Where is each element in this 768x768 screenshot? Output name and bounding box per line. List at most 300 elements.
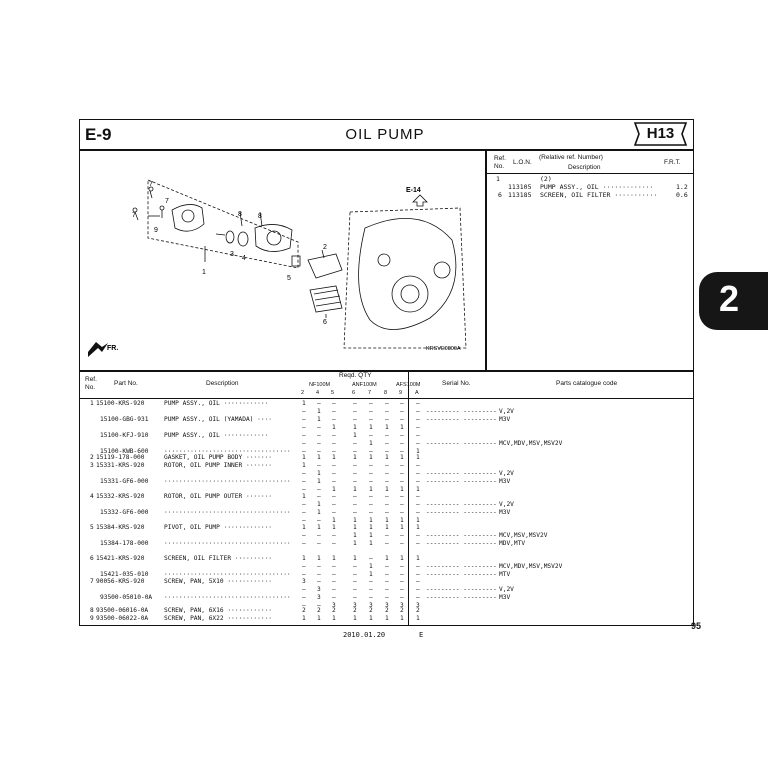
part-number: 15119-178-000 [96, 454, 145, 461]
qty-cell: – [302, 571, 306, 578]
qty-cell: – [416, 586, 420, 593]
qty-cell: 1 [385, 517, 389, 524]
qty-cell: – [400, 578, 404, 585]
qty-cell: – [385, 594, 389, 601]
qty-cell: 1 [353, 517, 357, 524]
qty-cell: – [385, 540, 389, 547]
part-number: 15421-035-010 [100, 571, 149, 578]
label-7a: 7 [149, 181, 153, 188]
qty-cell: 1 [353, 486, 357, 493]
qty-cell: 2 [385, 607, 389, 614]
qty-cell: 3 [400, 602, 404, 609]
front-arrow-icon [88, 342, 108, 357]
qty-cell: – [332, 432, 336, 439]
qty-cell: – [332, 400, 336, 407]
qty-cell: 2 [369, 607, 373, 614]
qty-cell: – [302, 501, 306, 508]
catalogue-code: M3V [499, 594, 511, 601]
qty-cell: 1 [353, 532, 357, 539]
qty-cell: 1 [369, 454, 373, 461]
qty-cell: 1 [302, 615, 306, 622]
qty-cell: 1 [369, 563, 373, 570]
qty-cell: – [353, 400, 357, 407]
qty-cell: – [332, 470, 336, 477]
qty-cell: – [385, 509, 389, 516]
qty-cell: – [332, 532, 336, 539]
qty-cell: 1 [369, 532, 373, 539]
exploded-diagram [80, 150, 485, 370]
qty-cell: 1 [332, 615, 336, 622]
qty-cell: – [416, 493, 420, 500]
parts-ref-header: Ref. No. [85, 376, 97, 391]
catalogue-code: M3V [499, 478, 511, 485]
qty-cell: – [385, 571, 389, 578]
part-number: 15331-GF6-000 [100, 478, 149, 485]
frt-header: F.R.T. [664, 159, 681, 166]
part-number: 15100-KFJ-910 [100, 432, 149, 439]
diagram-divider [79, 370, 694, 372]
qty-cell: 1 [416, 615, 420, 622]
qty-cell: – [385, 532, 389, 539]
qty-cell: – [416, 501, 420, 508]
qty-cell: 1 [317, 416, 321, 423]
ref-number: 5 [90, 524, 94, 531]
qty-cell: – [317, 602, 321, 609]
label-1: 1 [202, 269, 206, 276]
serial-range: --------- --------- [426, 470, 497, 477]
qty-cell: – [353, 470, 357, 477]
part-number: 93500-05010-0A [100, 594, 153, 601]
part-number: 93500-06016-0A [96, 607, 149, 614]
qty-cell: – [302, 448, 306, 455]
qty-cell: 1 [369, 615, 373, 622]
qty-cell: 1 [400, 524, 404, 531]
part-description: ·································· [164, 509, 291, 516]
qty-cell: 1 [369, 571, 373, 578]
qty-cell: 3 [317, 586, 321, 593]
ref-no-header: Ref. No. [494, 155, 506, 170]
qty-cell: 1 [332, 524, 336, 531]
label-9: 9 [154, 227, 158, 234]
qty-cell: – [385, 501, 389, 508]
ref-number: 2 [90, 454, 94, 461]
qty-cell: – [400, 586, 404, 593]
callout-arrow-icon [413, 195, 427, 206]
qty-cell: – [353, 448, 357, 455]
label-5: 5 [287, 275, 291, 282]
qty-cell: 3 [332, 602, 336, 609]
qty-cell: – [400, 563, 404, 570]
qty-cell: – [416, 478, 420, 485]
qty-cell: – [385, 448, 389, 455]
qty-cell: 1 [317, 555, 321, 562]
model-col-A: A [415, 390, 419, 396]
qty-cell: 1 [332, 517, 336, 524]
qty-cell: – [416, 594, 420, 601]
part-number: 90056-KRS-920 [96, 578, 145, 585]
qty-cell: – [416, 462, 420, 469]
qty-cell: – [353, 571, 357, 578]
qty-cell: – [400, 532, 404, 539]
qty-cell: – [416, 540, 420, 547]
qty-cell: 1 [302, 524, 306, 531]
qty-cell: – [317, 462, 321, 469]
qty-cell: – [385, 432, 389, 439]
group-badge [634, 122, 687, 146]
qty-cell: 1 [332, 424, 336, 431]
qty-cell: – [353, 462, 357, 469]
model-col-9: 9 [399, 390, 403, 396]
qty-cell: – [332, 493, 336, 500]
qty-cell: – [400, 509, 404, 516]
section-tab[interactable] [699, 272, 768, 330]
qty-cell: – [369, 586, 373, 593]
qty-cell: – [353, 563, 357, 570]
qty-cell: 1 [416, 517, 420, 524]
qty-cell: – [332, 586, 336, 593]
part-description: ·································· [164, 478, 291, 485]
serial-range: --------- --------- [426, 408, 497, 415]
qty-cell: 1 [317, 478, 321, 485]
part-number: 15100-KWB-600 [100, 448, 149, 455]
qty-cell: – [302, 532, 306, 539]
qty-cell: 1 [353, 555, 357, 562]
qty-cell: – [317, 400, 321, 407]
page-title: OIL PUMP [345, 126, 425, 143]
qty-cell: – [317, 432, 321, 439]
part-description: SCREEN, OIL FILTER ·········· [164, 555, 273, 562]
ref-number: 9 [90, 615, 94, 622]
label-6: 6 [323, 319, 327, 326]
qty-cell: 1 [385, 424, 389, 431]
qty-cell: 2 [353, 607, 357, 614]
qty-cell: 1 [332, 486, 336, 493]
qty-cell: – [369, 448, 373, 455]
qty-cell: 1 [385, 615, 389, 622]
part-number: 15332-KRS-920 [96, 493, 145, 500]
qty-cell: – [416, 416, 420, 423]
callout-label: E-14 [406, 187, 421, 194]
qty-cell: 1 [369, 424, 373, 431]
part-number: 15332-GF6-000 [100, 509, 149, 516]
qty-cell: – [385, 400, 389, 407]
part-number: 93500-06022-0A [96, 615, 149, 622]
model-col-2: 2 [301, 390, 305, 396]
qty-cell: 1 [400, 486, 404, 493]
qty-cell: – [400, 462, 404, 469]
qty-cell: – [400, 478, 404, 485]
model-col-7: 7 [368, 390, 372, 396]
qty-cell: – [385, 563, 389, 570]
qty-cell: 3 [369, 602, 373, 609]
qty-cell: 1 [416, 524, 420, 531]
part-number: 15331-KRS-920 [96, 462, 145, 469]
qty-cell: – [302, 563, 306, 570]
cover-boss [182, 210, 194, 222]
qty-cell: – [332, 563, 336, 570]
qty-cell: – [353, 478, 357, 485]
qty-cell: 2 [317, 607, 321, 614]
ref-row: 6 113185 SCREEN, OIL FILTER ··········· 0.6 [498, 191, 688, 199]
qty-cell: – [353, 586, 357, 593]
qty-cell: – [317, 486, 321, 493]
ref-number: 6 [90, 555, 94, 562]
qty-cell: – [317, 448, 321, 455]
qty-cell: – [385, 578, 389, 585]
qty-cell: – [369, 470, 373, 477]
crankcase [359, 218, 456, 329]
catalogue-code: MCV,MDV,MSV,MSV2V [499, 563, 563, 570]
qty-cell: – [369, 493, 373, 500]
qty-cell: – [400, 432, 404, 439]
catalogue-code: MCV,MDV,MSV,MSV2V [499, 440, 563, 447]
label-7c: 7 [132, 212, 136, 219]
qty-cell: – [332, 416, 336, 423]
qty-cell: 1 [302, 555, 306, 562]
catalogue-code: MDV,MTV [499, 540, 526, 547]
qty-cell: – [416, 509, 420, 516]
qty-cell: 1 [400, 615, 404, 622]
qty-cell: – [369, 416, 373, 423]
parts-description-header: Description [206, 380, 239, 387]
ref-header-divider [486, 173, 693, 174]
qty-cell: 1 [353, 424, 357, 431]
qty-cell: 3 [302, 578, 306, 585]
qty-cell: 1 [385, 524, 389, 531]
part-number: 15384-178-000 [100, 540, 149, 547]
qty-cell: 1 [400, 424, 404, 431]
part-description: PUMP ASSY., OIL (YAMADA) ···· [164, 416, 273, 423]
footer-date: 2010.01.20 [343, 631, 386, 639]
qty-cell: – [302, 517, 306, 524]
parts-header-divider [79, 398, 694, 399]
qty-cell: 3 [353, 602, 357, 609]
qty-cell: – [353, 578, 357, 585]
part-description: ·································· [164, 594, 291, 601]
qty-cell: 3 [385, 602, 389, 609]
part-description: GASKET, OIL PUMP BODY ······· [164, 454, 273, 461]
qty-cell: – [369, 462, 373, 469]
qty-cell: 1 [385, 555, 389, 562]
qty-cell: – [302, 540, 306, 547]
qty-cell: – [302, 416, 306, 423]
qty-cell: – [353, 408, 357, 415]
qty-cell: – [332, 540, 336, 547]
label-2: 2 [323, 244, 327, 251]
qty-cell: – [317, 493, 321, 500]
qty-cell: – [400, 400, 404, 407]
part-description: ·································· [164, 540, 291, 547]
qty-cell: – [317, 440, 321, 447]
label-8b: 8 [258, 213, 262, 220]
qty-cell: 1 [317, 509, 321, 516]
qty-cell: 2 [332, 607, 336, 614]
qty-cell: 1 [332, 555, 336, 562]
part-number: 15100-KRS-920 [96, 400, 145, 407]
qty-cell: 1 [400, 555, 404, 562]
section-code: E-9 [85, 125, 112, 144]
qty-cell: – [302, 602, 306, 609]
qty-cell: 1 [416, 486, 420, 493]
qty-cell: – [302, 586, 306, 593]
qty-cell: 1 [400, 454, 404, 461]
screw-7a [150, 191, 152, 198]
qty-cell: – [302, 424, 306, 431]
qty-cell: – [302, 432, 306, 439]
qty-cell: – [332, 571, 336, 578]
qty-cell: 1 [369, 440, 373, 447]
model-nf100m: NF100M [309, 382, 331, 388]
serial-range: --------- --------- [426, 594, 497, 601]
qty-cell: – [353, 501, 357, 508]
qty-cell: – [400, 408, 404, 415]
ref-number: 8 [90, 607, 94, 614]
group-code: H13 [646, 125, 675, 142]
part-number: 15100-GBG-931 [100, 416, 149, 423]
qty-cell: – [317, 578, 321, 585]
qty-cell: – [416, 400, 420, 407]
table-row [82, 615, 682, 624]
qty-cell: – [317, 532, 321, 539]
part-description: SCREW, PAN, 5X10 ············ [164, 578, 273, 585]
qty-cell: – [385, 493, 389, 500]
qty-cell: – [369, 432, 373, 439]
qty-cell: – [385, 470, 389, 477]
serial-range: --------- --------- [426, 571, 497, 578]
catalogue-code: MTV [499, 571, 511, 578]
qty-cell: 1 [353, 524, 357, 531]
qty-cell: 1 [369, 517, 373, 524]
part-description: ·································· [164, 448, 291, 455]
qty-cell: – [369, 408, 373, 415]
label-3: 3 [230, 251, 234, 258]
qty-cell: – [332, 440, 336, 447]
qty-cell: 1 [302, 400, 306, 407]
qty-cell: – [416, 424, 420, 431]
qty-cell: – [369, 578, 373, 585]
qty-cell: – [385, 478, 389, 485]
qty-cell: 1 [416, 454, 420, 461]
qty-cell: 1 [369, 540, 373, 547]
reqd-qty-header: Reqd. QTY [339, 372, 372, 379]
qty-cell: 1 [353, 454, 357, 461]
qty-cell: – [353, 594, 357, 601]
serial-no-header: Serial No. [442, 380, 471, 387]
qty-cell: – [369, 400, 373, 407]
qty-cell: – [302, 594, 306, 601]
qty-cell: 1 [317, 470, 321, 477]
catalogue-code: M3V [499, 416, 511, 423]
qty-cell: – [332, 501, 336, 508]
qty-cell: – [302, 470, 306, 477]
qty-cell: – [385, 462, 389, 469]
qty-cell: – [332, 578, 336, 585]
qty-cell: – [302, 478, 306, 485]
model-col-6: 6 [352, 390, 356, 396]
assy-bracket [148, 180, 298, 268]
lon-header: L.O.N. [513, 159, 532, 166]
qty-cell: – [332, 509, 336, 516]
qty-cell: 1 [416, 555, 420, 562]
qty-cell: – [302, 440, 306, 447]
catalogue-header: Parts catalogue code [556, 380, 618, 387]
section-tab-label: 2 [718, 278, 740, 319]
serial-range: --------- --------- [426, 416, 497, 423]
diagram-ref-divider [485, 149, 487, 370]
qty-cell: 1 [317, 408, 321, 415]
qty-cell: – [353, 509, 357, 516]
qty-cell: 1 [353, 432, 357, 439]
ref-number: 1 [90, 400, 94, 407]
part-number: 15421-KRS-920 [96, 555, 145, 562]
qty-cell: – [332, 408, 336, 415]
qty-cell: – [400, 501, 404, 508]
ref-number: 3 [90, 462, 94, 469]
qty-cell: – [302, 486, 306, 493]
qty-cell: – [416, 571, 420, 578]
qty-cell: – [353, 440, 357, 447]
serial-range: --------- --------- [426, 586, 497, 593]
qty-cell: 2 [400, 607, 404, 614]
catalogue-code: V,2V [499, 586, 514, 593]
label-4: 4 [242, 255, 246, 262]
qty-cell: – [400, 571, 404, 578]
rotor-outer [238, 232, 248, 246]
rotor-inner [226, 231, 234, 243]
qty-cell: – [369, 594, 373, 601]
qty-cell: – [385, 416, 389, 423]
ref-number: 7 [90, 578, 94, 585]
qty-cell: 1 [302, 462, 306, 469]
qty-cell: – [385, 440, 389, 447]
part-description: PUMP ASSY., OIL ············ [164, 432, 269, 439]
model-col-8: 8 [384, 390, 388, 396]
qty-cell: – [332, 478, 336, 485]
qty-cell: – [385, 408, 389, 415]
footer-code: E [419, 631, 424, 639]
pump-cover [172, 204, 204, 231]
qty-cell: – [332, 594, 336, 601]
pivot [292, 256, 300, 266]
part-description: PUMP ASSY., OIL ············ [164, 400, 269, 407]
qty-cell: – [400, 470, 404, 477]
label-8a: 8 [238, 211, 242, 218]
serial-range: --------- --------- [426, 440, 497, 447]
model-col-4: 4 [316, 390, 320, 396]
qty-cell: – [400, 416, 404, 423]
qty-cell: – [416, 432, 420, 439]
ref-row: 1 (2) [496, 175, 552, 183]
qty-cell: – [416, 440, 420, 447]
page-number: 95 [691, 621, 702, 631]
qty-cell: 1 [416, 448, 420, 455]
qty-cell: 1 [400, 517, 404, 524]
qty-cell: 1 [302, 454, 306, 461]
qty-cell: 2 [416, 607, 420, 614]
part-description: ROTOR, OIL PUMP OUTER ······· [164, 493, 273, 500]
qty-cell: – [317, 540, 321, 547]
part-description: SCREW, PAN, 6X16 ············ [164, 607, 273, 614]
qty-cell: 1 [317, 501, 321, 508]
qty-cell: – [385, 586, 389, 593]
qty-cell: – [416, 408, 420, 415]
qty-cell: – [369, 555, 373, 562]
qty-cell: – [353, 493, 357, 500]
qty-cell: – [416, 578, 420, 585]
qty-cell: – [369, 509, 373, 516]
qty-cell: – [416, 532, 420, 539]
serial-range: --------- --------- [426, 532, 497, 539]
